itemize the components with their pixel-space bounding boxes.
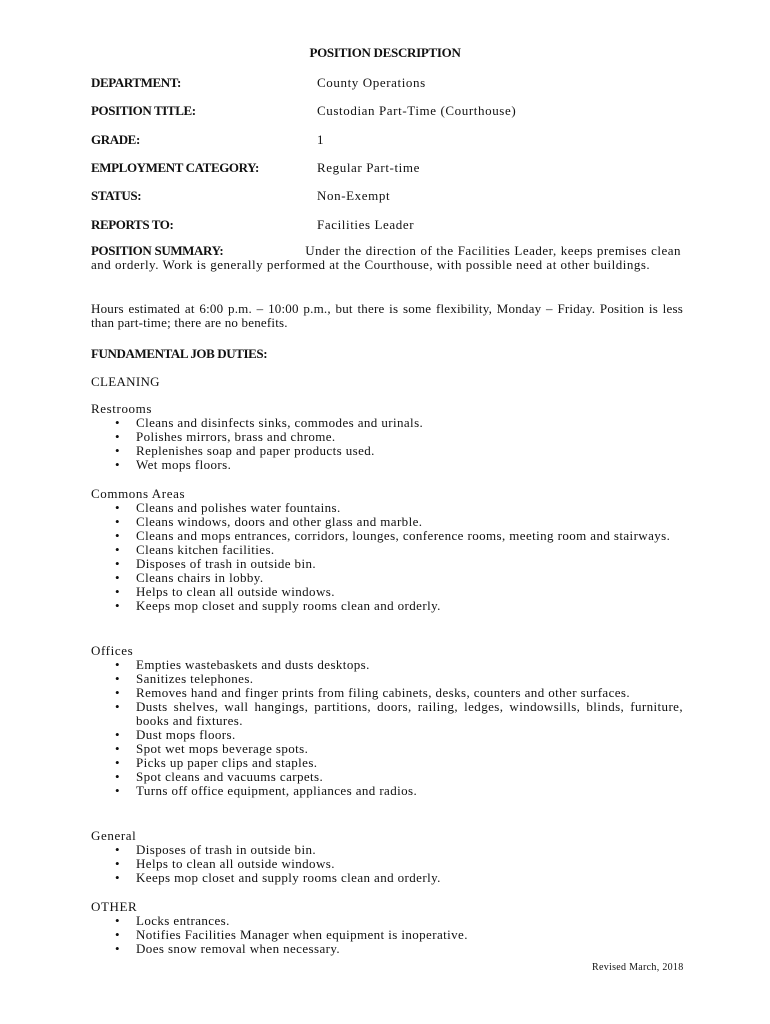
list-item-text: Notifies Facilities Manager when equipment is inoperative. (136, 927, 468, 942)
list-item-text: Cleans and disinfects sinks, commodes and urinals. (136, 415, 424, 430)
list-item (91, 557, 683, 571)
bullet-icon: • (115, 528, 120, 543)
list-item-text: Cleans and mops entrances, corridors, lounges, conference rooms, meeting room and stairways. (136, 528, 671, 543)
field-value: Regular Part-time (317, 160, 420, 175)
duty-list (91, 501, 683, 613)
list-item (91, 585, 683, 599)
list-item-text: Spot cleans and vacuums carpets. (136, 769, 324, 784)
bullet-icon: • (115, 741, 120, 756)
list-item (91, 658, 683, 672)
list-item-text: Turns off office equipment, appliances and radios. (136, 783, 418, 798)
list-item (91, 501, 683, 515)
list-item-text: Replenishes soap and paper products used. (136, 443, 375, 458)
duty-list (91, 843, 683, 885)
list-item-text: Locks entrances. (136, 913, 230, 928)
section-heading: Commons Areas (91, 486, 186, 501)
field-label: EMPLOYMENT CATEGORY: (91, 160, 259, 175)
bullet-icon: • (115, 415, 120, 430)
list-item (91, 430, 683, 444)
list-item-text: Disposes of trash in outside bin. (136, 556, 317, 571)
list-item (91, 672, 683, 686)
list-item (91, 843, 683, 857)
list-item-text: Empties wastebaskets and dusts desktops. (136, 657, 370, 672)
list-item (91, 728, 683, 742)
position-summary (91, 244, 681, 272)
bullet-icon: • (115, 927, 120, 942)
section-heading: Restrooms (91, 401, 153, 416)
list-item-text: Polishes mirrors, brass and chrome. (136, 429, 336, 444)
summary-label: POSITION SUMMARY: (91, 243, 224, 258)
bullet-icon: • (115, 755, 120, 770)
section-other (91, 900, 683, 956)
bullet-icon: • (115, 500, 120, 515)
list-item (91, 928, 683, 942)
section-heading: OTHER (91, 899, 138, 914)
section-offices (91, 644, 683, 798)
bullet-icon: • (115, 727, 120, 742)
list-item (91, 458, 683, 472)
list-item (91, 784, 683, 798)
list-item (91, 770, 683, 784)
bullet-icon: • (115, 514, 120, 529)
list-item (91, 529, 683, 543)
list-item (91, 571, 683, 585)
field-label: POSITION TITLE: (91, 103, 196, 118)
section-restrooms (91, 402, 683, 472)
list-item (91, 543, 683, 557)
list-item-text: Dusts shelves, wall hangings, partitions, doors, railing, ledges, windowsills, blinds, furniture, books and fixtures. (136, 699, 683, 728)
list-item (91, 515, 683, 529)
list-item (91, 416, 683, 430)
list-item (91, 756, 683, 770)
bullet-icon: • (115, 842, 120, 857)
list-item-text: Helps to clean all outside windows. (136, 856, 335, 871)
field-value: 1 (317, 132, 325, 147)
bullet-icon: • (115, 870, 120, 885)
bullet-icon: • (115, 542, 120, 557)
bullet-icon: • (115, 556, 120, 571)
list-item-text: Helps to clean all outside windows. (136, 584, 335, 599)
fundamental-duties-heading: FUNDAMENTAL JOB DUTIES: (91, 346, 268, 361)
bullet-icon: • (115, 570, 120, 585)
bullet-icon: • (115, 856, 120, 871)
list-item (91, 742, 683, 756)
bullet-icon: • (115, 429, 120, 444)
list-item-text: Keeps mop closet and supply rooms clean and orderly. (136, 870, 441, 885)
list-item (91, 942, 683, 956)
list-item (91, 700, 683, 728)
list-item-text: Sanitizes telephones. (136, 671, 254, 686)
list-item-text: Removes hand and finger prints from filing cabinets, desks, counters and other surfaces. (136, 685, 631, 700)
bullet-icon: • (115, 699, 120, 714)
section-heading: Offices (91, 643, 134, 658)
field-value: County Operations (317, 75, 426, 90)
field-value: Custodian Part-Time (Courthouse) (317, 103, 517, 118)
bullet-icon: • (115, 443, 120, 458)
bullet-icon: • (115, 941, 120, 956)
list-item-text: Spot wet mops beverage spots. (136, 741, 309, 756)
list-item (91, 444, 683, 458)
list-item-text: Disposes of trash in outside bin. (136, 842, 317, 857)
section-commons-areas (91, 487, 683, 613)
hours-paragraph: Hours estimated at 6:00 p.m. – 10:00 p.m., but there is some flexibility, Monday – Friday. Position is less than part-time; there are no benefits. (91, 301, 683, 330)
list-item-text: Cleans chairs in lobby. (136, 570, 264, 585)
bullet-icon: • (115, 657, 120, 672)
list-item-text: Picks up paper clips and staples. (136, 755, 318, 770)
list-item (91, 914, 683, 928)
list-item-text: Cleans kitchen facilities. (136, 542, 275, 557)
bullet-icon: • (115, 685, 120, 700)
section-heading: General (91, 828, 137, 843)
duty-list (91, 658, 683, 798)
field-label: GRADE: (91, 132, 140, 147)
duty-list (91, 416, 683, 472)
list-item-text: Wet mops floors. (136, 457, 232, 472)
field-label: DEPARTMENT: (91, 75, 181, 90)
bullet-icon: • (115, 584, 120, 599)
field-label: STATUS: (91, 188, 142, 203)
section-general (91, 829, 683, 885)
field-value: Non-Exempt (317, 188, 391, 203)
list-item-text: Keeps mop closet and supply rooms clean and orderly. (136, 598, 441, 613)
duty-list (91, 914, 683, 956)
page-title: POSITION DESCRIPTION (309, 45, 461, 60)
cleaning-heading: CLEANING (91, 374, 160, 389)
bullet-icon: • (115, 457, 120, 472)
list-item (91, 871, 683, 885)
bullet-icon: • (115, 598, 120, 613)
list-item-text: Cleans windows, doors and other glass and marble. (136, 514, 423, 529)
list-item (91, 599, 683, 613)
bullet-icon: • (115, 769, 120, 784)
bullet-icon: • (115, 671, 120, 686)
bullet-icon: • (115, 913, 120, 928)
list-item-text: Does snow removal when necessary. (136, 941, 341, 956)
list-item (91, 857, 683, 871)
field-label: REPORTS TO: (91, 217, 174, 232)
bullet-icon: • (115, 783, 120, 798)
summary-text: Under the direction of the Facilities Leader, keeps premises clean and orderly. Work is generally performed at the Courthouse, with possible need at other buildings. (91, 243, 681, 272)
field-value: Facilities Leader (317, 217, 415, 232)
list-item (91, 686, 683, 700)
list-item-text: Dust mops floors. (136, 727, 236, 742)
list-item-text: Cleans and polishes water fountains. (136, 500, 341, 515)
revised-date: Revised March, 2018 (592, 962, 684, 973)
